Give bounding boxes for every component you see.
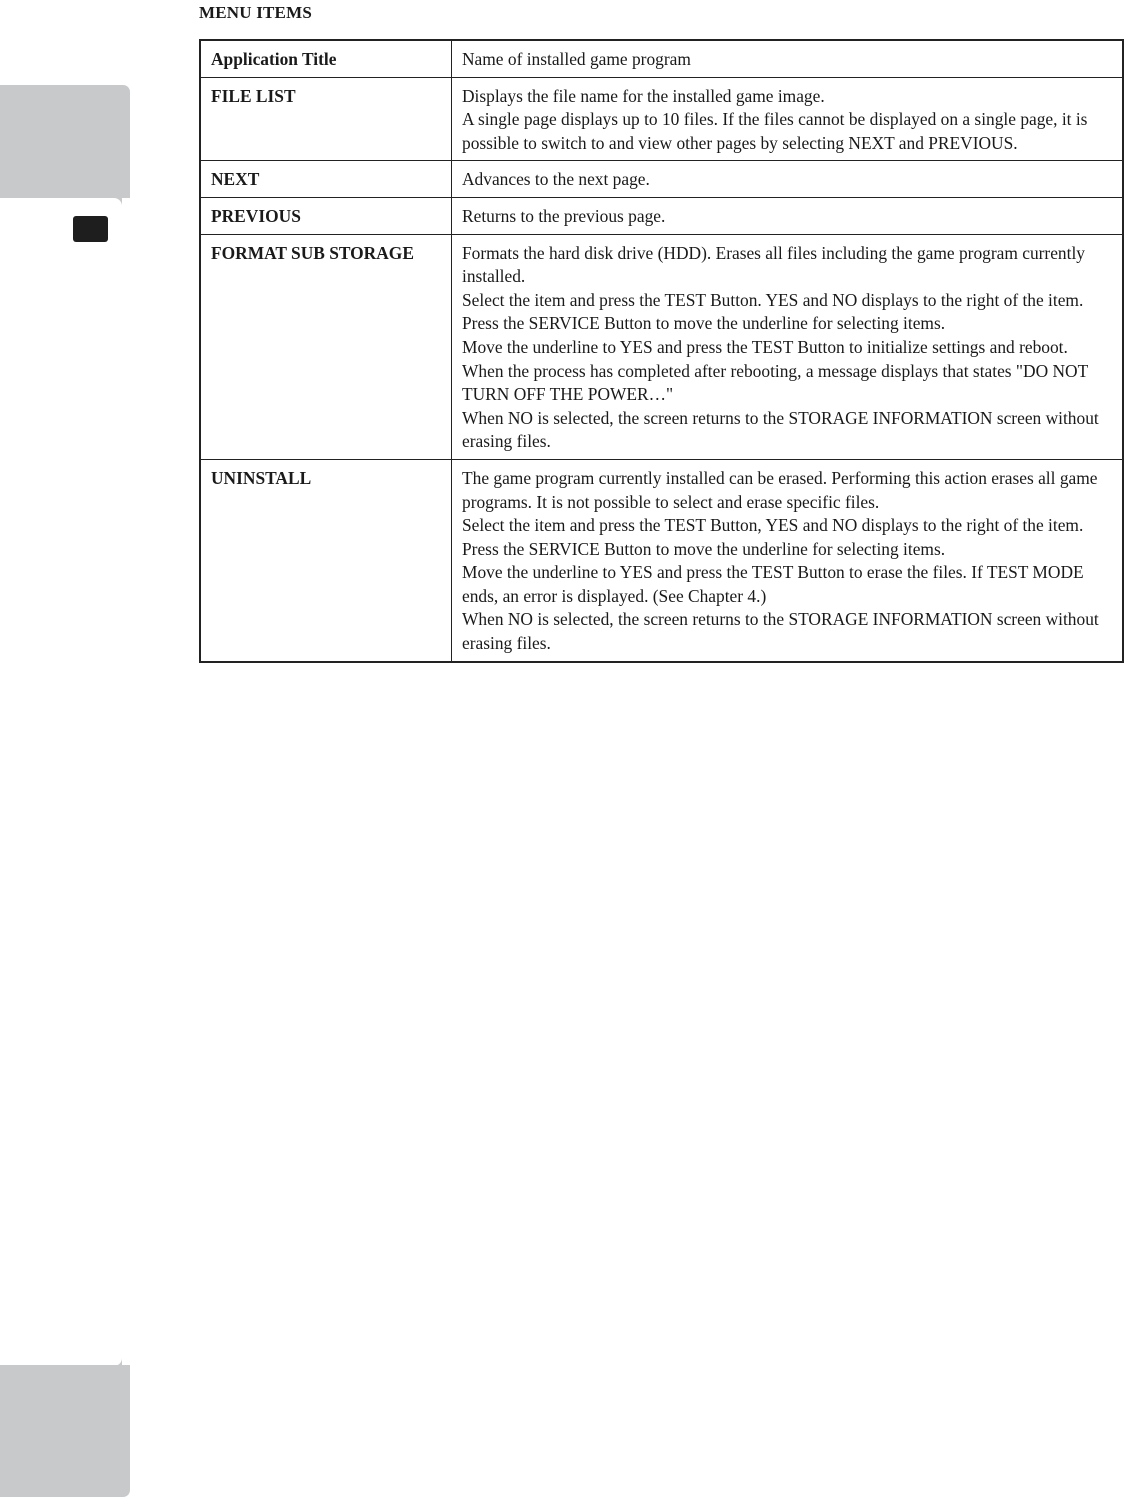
margin-tab-bottom xyxy=(0,1365,130,1497)
menu-item-description xyxy=(452,234,1124,459)
description-paragraph: The game program currently installed can be erased. Performing this action erases all game programs. It is not possible to select and erase specific files. xyxy=(462,467,1098,512)
table-row xyxy=(200,234,1123,459)
menu-item-description xyxy=(452,40,1124,77)
table-row xyxy=(200,197,1123,234)
description-paragraph: Name of installed game program xyxy=(462,49,691,69)
table-row xyxy=(200,161,1123,198)
table-row xyxy=(200,77,1123,161)
table-row xyxy=(200,459,1123,661)
menu-items-table xyxy=(199,39,1124,663)
margin-tab-top xyxy=(0,85,130,198)
menu-item-name: PREVIOUS xyxy=(200,197,452,234)
menu-item-name: UNINSTALL xyxy=(200,459,452,661)
menu-item-description xyxy=(452,161,1124,198)
description-paragraph: Move the underline to YES and press the TEST Button to erase the files. If TEST MODE ends, an error is displayed. (See Chapter 4.) xyxy=(462,562,1084,606)
description-paragraph: Advances to the next page. xyxy=(462,169,650,190)
table-row xyxy=(200,40,1123,77)
description-paragraph: Select the item and press the TEST Button. YES and NO displays to the right of the item. Press the SERVICE Button to move the underline for selecting items. xyxy=(462,289,1084,334)
menu-item-name: Application Title xyxy=(200,40,452,77)
description-paragraph: A single page displays up to 10 files. If the files cannot be displayed on a single page, it is possible to switch to and view other pages by selecting NEXT and PREVIOUS. xyxy=(462,109,1088,153)
description-paragraph: Returns to the previous page. xyxy=(462,205,666,226)
description-paragraph: Formats the hard disk drive (HDD). Erases all files including the game program currently installed. xyxy=(462,242,1085,287)
margin-inner xyxy=(0,198,122,1366)
menu-item-name: FORMAT SUB STORAGE xyxy=(200,234,452,459)
menu-item-name: NEXT xyxy=(200,161,452,198)
description-paragraph: When NO is selected, the screen returns to the STORAGE INFORMATION screen without erasing files. xyxy=(462,609,1099,654)
description-paragraph: When NO is selected, the screen returns to the STORAGE INFORMATION screen without erasing files. xyxy=(462,407,1099,452)
description-paragraph: Select the item and press the TEST Button, YES and NO displays to the right of the item. Press the SERVICE Button to move the underline for selecting items. xyxy=(462,515,1084,559)
menu-item-description xyxy=(452,459,1124,661)
menu-item-name: FILE LIST xyxy=(200,77,452,161)
section-heading: MENU ITEMS xyxy=(199,3,312,22)
menu-item-description xyxy=(452,77,1124,161)
description-paragraph: Move the underline to YES and press the TEST Button to initialize settings and reboot. When the process has completed after rebooting, a message displays that states "DO NOT TURN OFF THE POWER…" xyxy=(462,336,1088,405)
description-paragraph: Displays the file name for the installed game image. xyxy=(462,85,825,106)
chapter-marker xyxy=(73,216,108,242)
menu-item-description xyxy=(452,197,1124,234)
